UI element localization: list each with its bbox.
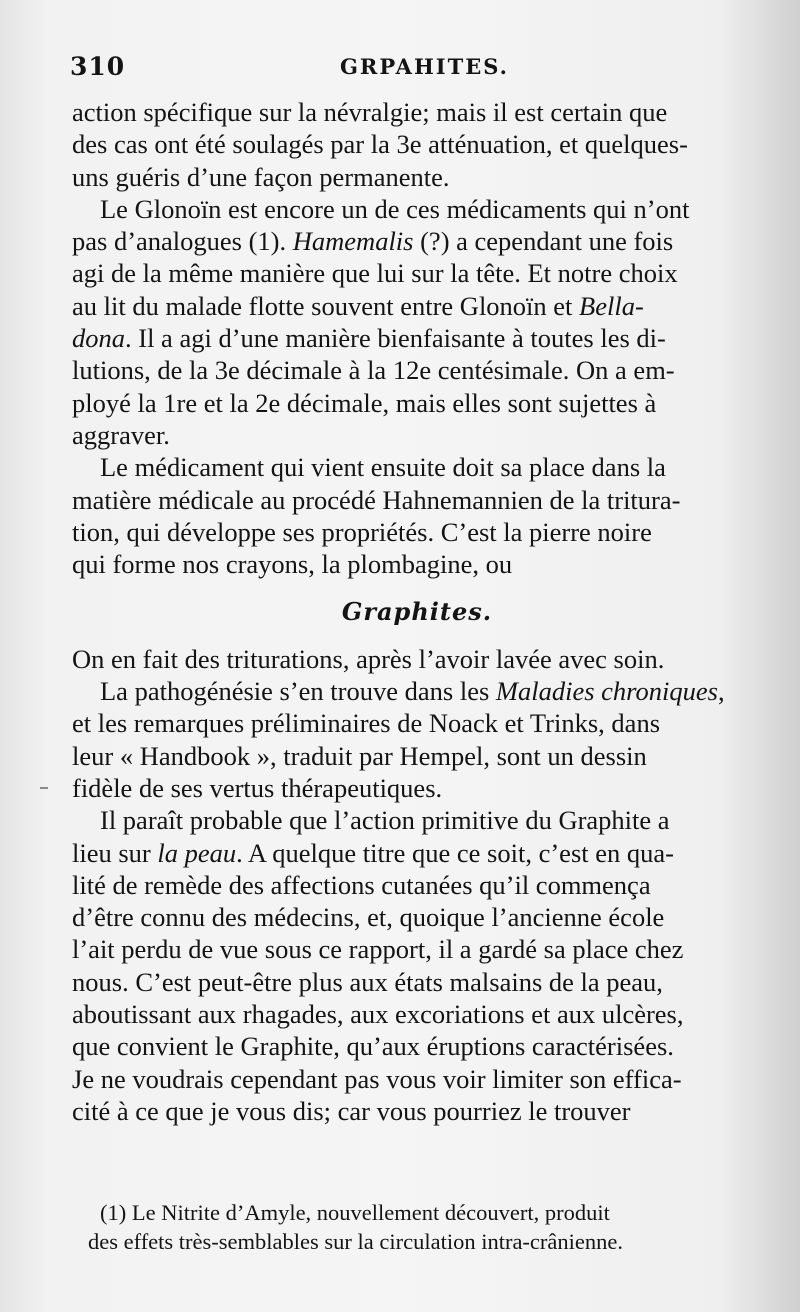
footnote-line: des effets très-semblables sur la circulation intra-crânienne. [88, 1229, 623, 1254]
page-header [70, 52, 760, 92]
italic-term: Bella- [579, 290, 644, 321]
text-line: l’ait perdu de vue sous ce rapport, il a gardé sa place chez [72, 934, 684, 965]
text-line: Je ne voudrais cependant pas vous voir limiter son effica- [72, 1063, 682, 1094]
text-line: . A quelque titre que ce soit, c’est en qua- [236, 837, 674, 868]
margin-mark [40, 787, 48, 789]
text-line: agi de la même manière que lui sur la tête. Et notre choix [72, 258, 678, 289]
text-line: pas d’analogues (1). [72, 226, 293, 257]
paragraph-1 [72, 96, 762, 193]
text-line: ployé la 1re et la 2e décimale, mais elles sont sujettes à [72, 387, 657, 418]
text-line: des cas ont été soulagés par la 3e atténuation, et quelques- [72, 129, 688, 160]
text-line: que convient le Graphite, qu’aux éruptions caractérisées. [72, 1031, 674, 1062]
text-line: (?) a cependant une fois [413, 226, 674, 257]
text-line: tion, qui développe ses propriétés. C’est la pierre noire [72, 516, 652, 547]
text-line: matière médicale au procédé Hahnemannien de la tritura- [72, 484, 681, 515]
footnote-line: (1) Le Nitrite d’Amyle, nouvellement découvert, produit [100, 1200, 610, 1225]
text-line: Le Glonoïn est encore un de ces médicaments qui n’ont [100, 193, 690, 224]
text-line: lieu sur [72, 837, 158, 868]
text-line: lité de remède des affections cutanées qu’il commença [72, 869, 651, 900]
text-line: cité à ce que je vous dis; car vous pourriez le trouver [72, 1095, 631, 1126]
text-line: Il paraît probable que l’action primitive du Graphite a [100, 805, 670, 836]
text-line: et les remarques préliminaires de Noack et Trinks, dans [72, 708, 661, 739]
italic-term: Maladies chroniques [495, 676, 718, 707]
text-line: d’être connu des médecins, et, quoique l’ancienne école [72, 902, 665, 933]
text-line: au lit du malade flotte souvent entre Glonoïn et [72, 290, 580, 321]
running-head: GRPAHITES. [340, 54, 509, 79]
text-line: . Il a agi d’une manière bienfaisante à toutes les di- [125, 323, 666, 354]
footnote-text [88, 1198, 764, 1256]
text-line: On en fait des triturations, après l’avoir lavée avec soin. [72, 643, 665, 674]
italic-term: la peau [157, 837, 237, 868]
text-line: uns guéris d’une façon permanente. [72, 161, 450, 192]
italic-term: dona [72, 323, 125, 354]
text-line: lutions, de la 3e décimale à la 12e centésimale. On a em- [72, 355, 675, 386]
text-line: La pathogénésie s’en trouve dans les [100, 676, 496, 707]
footnote [88, 1198, 764, 1256]
paragraph-6 [72, 804, 762, 1127]
text-line: qui forme nos crayons, la plombagine, ou [72, 549, 513, 580]
text-line: nous. C’est peut-être plus aux états malsains de la peau, [72, 966, 663, 997]
text-line: leur « Handbook », traduit par Hempel, sont un dessin [72, 740, 647, 771]
paragraph-5 [72, 675, 762, 804]
paragraph-2 [72, 193, 762, 451]
italic-term: Hamemalis [292, 226, 414, 257]
text-line: fidèle de ses vertus thérapeutiques. [72, 772, 443, 803]
text-line: action spécifique sur la névralgie; mais il est certain que [72, 97, 668, 127]
text-line: Le médicament qui vient ensuite doit sa place dans la [100, 452, 666, 483]
main-text [72, 96, 762, 1127]
text-line: aggraver. [72, 419, 170, 450]
text-line: aboutissant aux rhagades, aux excoriations et aux ulcères, [72, 999, 684, 1030]
page-number: 310 [70, 52, 126, 81]
section-title: Graphites. [341, 597, 493, 627]
text-line: , [717, 676, 725, 707]
paragraph-3 [72, 451, 762, 580]
paragraph-4 [72, 643, 762, 675]
